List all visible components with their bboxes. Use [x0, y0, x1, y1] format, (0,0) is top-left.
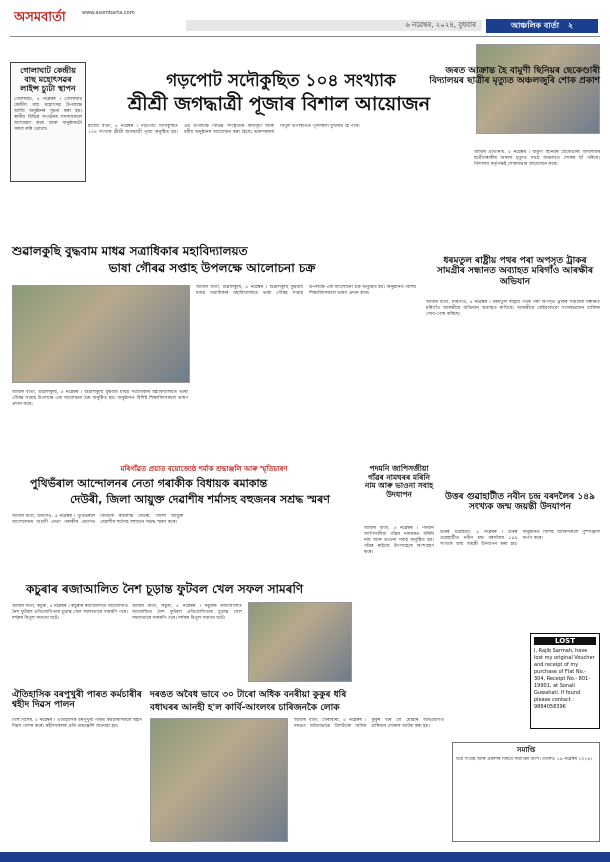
- football-body: আমাৰ বাৰ্তা, কচুৰা, ৫ নৱেম্বৰ । কচুৰাৰ ৰজাআলিত আয়োজিত নৈশ ফুটবল প্ৰতিযোগিতাৰ চূড়ান্ত খেল সফলতাৰে সামৰণি পৰে। দৰ্শকৰ বিপুল সমাগম ঘটে।: [12, 604, 128, 621]
- lost-notice: [530, 633, 600, 729]
- guwahati-body: উত্তৰ গুৱাহাটী, ৫ নৱেম্বৰ । উত্তৰ গুৱাহাটীত নবীন চন্দ্ৰ বৰদলৈৰ ১৪৯ সংখ্যক জন্ম জয়ন্তী উদযাপন কৰা হয়। অনুষ্ঠানত বিশিষ্ট ব্যক্তিসকলে পুষ্পাঞ্জলি অৰ্পণ কৰে।: [440, 530, 600, 547]
- website-text: www.asombarta.com: [82, 10, 135, 16]
- dogs-headline-line1: দৰঙত অবৈধ ভাবে ৩০ টাৰো অধিক বনৰীয়া কুকুৰ ধৰি: [150, 690, 347, 700]
- section-label: [486, 19, 598, 33]
- padmani-body: আমাৰ বাৰ্তা, ৫ নৱেম্বৰ । পদমনি জাপিসজীয়া গাঁৱৰ নামঘৰত মৰিনি নাম আৰু ভাওনা সবাহ অনুষ্ঠিত হয়। গাঁৱৰ ৰাইজে উৎসাহেৰে অংশগ্ৰহণ কৰে।: [364, 526, 434, 555]
- student-photo: [476, 44, 600, 134]
- student-news-headline: জৰত আক্ৰান্ত হৈ বামুণী ছিনিয়ৰ ছেকেণ্ডাৰী বিদ্যালয়ৰ ছাত্ৰীৰ মৃত্যুত অঞ্চলজুৰি শোক প্ৰকাশ: [429, 66, 600, 87]
- college-headline-line2: ভাষা গৌৰৱ সপ্তাহ উপলক্ষে আলোচনা চক্ৰ: [108, 261, 316, 275]
- masthead-logo: অসমবাৰ্তা: [14, 10, 66, 25]
- side-news-box: [10, 62, 86, 182]
- page-header: [0, 0, 610, 36]
- footer-bar: [0, 852, 610, 862]
- college-headline-line1: শুৱালকুছি বুদ্ধবাম মাধৱ সত্ৰাধিকাৰ মহাবিদ্যালয়ত: [12, 244, 248, 258]
- bottom-right-body: চিত্ৰ সংগ্ৰহ আৰু প্ৰকাশৰ বিষয়ে সমাপ্তিৰ অংশ। তাৰিখ: ১৯ নৱেম্বৰ ২০২৪।: [456, 757, 592, 763]
- college-body-a: আমাৰ বাৰ্তা, শুৱালকুছি, ৫ নৱেম্বৰ । শুৱালকুছি বুদ্ধবাম মাধৱ সত্ৰাধিকাৰ মহাবিদ্যালয়ত ভাষা গৌৰৱ সপ্তাহ উপলক্ষে এক আলোচনা চক্ৰ অনুষ্ঠিত হয়। অনুষ্ঠানত বিশিষ্ট শিক্ষাবিদসকলে ভাষণ প্ৰদান কৰে।: [12, 390, 188, 407]
- campaign-body: আমাৰ বাৰ্তা, মৰিগাঁও, ৫ নৱেম্বৰ । ধৰমতুল ৰাষ্ট্ৰীয় পথৰ পৰা অপসৃত ট্ৰাকৰ সামগ্ৰীৰ সন্ধানত মৰিগাঁও আৰক্ষীয়ে অভিযান অব্যাহত ৰাখিছে। আৰক্ষীয়ে কেইবাজনো সন্দেহভাজন ব্যক্তিক সোধ-পোছ কৰিছে।: [426, 300, 600, 317]
- dogs-photo: [150, 718, 288, 842]
- bottom-right-box: [452, 742, 600, 842]
- campaign-headline: ধৰমতুল ৰাষ্ট্ৰীয় পথৰ পৰা অপসৃত ট্ৰাকৰ সামগ্ৰীৰ সন্ধানত অব্যাহত মৰিগাঁও আৰক্ষীৰ অভিযান: [436, 256, 594, 287]
- dogs-body: আমাৰ বাৰ্তা, খৈৰাবাৰী, ৫ নৱেম্বৰ । দৰঙত অবৈধভাৱে ত্ৰিশটাৰো অধিক কুকুৰ ধৰি লৈ যোৱাৰ অভিযোগত চাৰিজন লোকক আটক কৰা হয়।: [294, 718, 444, 729]
- dogs-headline-line2: বধাঘৰৰ আনহী হ'ল কাৰ্বি-আংলংৰ চাৰিজনকৈ লোক: [150, 703, 340, 713]
- football-headline: কচুৰাৰ ৰজাআলিত নৈশ চূড়ান্ত ফুটবল খেল সফল সামৰণি: [26, 582, 304, 596]
- bottom-right-heading: সমাপ্তি: [516, 746, 536, 754]
- historic-headline: ঐতিহাসিক বৰপুখুৰী পাৰত কৰ্মচাৰীৰ শ্বহীদ দিৱস পালন: [12, 690, 142, 711]
- college-body-b: আমাৰ বাৰ্তা, শুৱালকুছি, ৫ নৱেম্বৰ । শুৱালকুছি বুদ্ধবাম মাধৱ সত্ৰাধিকাৰ মহাবিদ্যালয়ত ভাষা গৌৰৱ সপ্তাহ উপলক্ষে এক আলোচনা চক্ৰ অনুষ্ঠিত হয়। অনুষ্ঠানত বিশিষ্ট শিক্ষাবিদসকলে ভাষণ প্ৰদান কৰে।: [196, 285, 416, 296]
- lost-title: LOST: [534, 637, 596, 645]
- lead-body: হাজো বাৰ্তা, ৫ নৱেম্বৰ । গড়পোট সদৌকুছিত ১০৪ সংখ্যক শ্ৰীশ্ৰী জগদ্ধাত্ৰী পূজা অনুষ্ঠিত হয়। এই উপলক্ষে বিভিন্ন সাংস্কৃতিক কাৰ্যসূচী আৰু ধৰ্মীয় অনুষ্ঠানৰ আয়োজন কৰা হৈছে। ভক্তসকলৰ বিপুল উপস্থিতিত পূজাস্থলী মুখৰিত হৈ পৰে।: [88, 124, 360, 135]
- padmani-headline: পদমনি জাপিসজীয়া গাঁৱৰ নামঘৰৰ মৰিনি নাম আৰু ভাওনা সবাহ উদযাপন: [364, 464, 434, 499]
- tribute-headline-line1: পুথিভঁৰাল আন্দোলনৰ নেতা গৰাকীক বিধায়ক ৰমাকান্ত: [30, 477, 268, 490]
- page-number: ২: [567, 21, 574, 30]
- date-line: ৬ নৱেম্বৰ, ২০২৪, বুধবাৰ: [186, 20, 482, 31]
- historic-body: তিহু বিশেষ, ৫ নৱেম্বৰ । ঐতিহাসিক বৰপুখুৰী পাৰত কৰ্মচাৰীসকলে শ্বহীদ দিৱস পালন কৰে। শ্বহীদসকলৰ প্ৰতি শ্ৰদ্ধাঞ্জলি জনোৱা হয়।: [12, 718, 142, 729]
- guwahati-headline: উত্তৰ গুৱাহাটীত নবীন চন্দ্ৰ বৰদলৈৰ ১৪৯ সংখ্যক জন্ম জয়ন্তী উদযাপন: [445, 492, 595, 513]
- student-news-body: আমাৰ প্ৰতিনিধি, ৫ নৱেম্বৰ । বামুণী ছিনিয়ৰ ছেকেণ্ডাৰী বিদ্যালয়ৰ ছাত্ৰীগৰাকীৰ অকাল মৃত্যুত সমগ্ৰ অঞ্চলতে শোকৰ ছাঁ পৰিছে। বিদ্যালয় কৰ্তৃপক্ষই শোকসভাৰ আয়োজন কৰে।: [474, 150, 600, 167]
- lead-headline-line2: শ্ৰীশ্ৰী জগদ্ধাত্ৰী পূজাৰ বিশাল আয়োজন: [127, 93, 431, 115]
- lost-body: I, Rajib Sarmah, have lost my original Voucher and receipt of my purchase of Flat No.- 304, Receipt No.- 801-19901, at Sonali Guwahati. If found please contact : 9864058396: [534, 648, 595, 710]
- section-label-text: আঞ্চলিক বাৰ্তা: [510, 21, 560, 30]
- college-event-photo: [12, 285, 190, 383]
- tribute-kicker: মৰিগাঁৱত প্ৰয়াত বয়োজ্যেষ্ঠ শৰ্মাক শ্ৰদ্ধাঞ্জলি আৰু স্মৃতিচাৰণ: [120, 465, 288, 473]
- tribute-headline-line2: দেউৰী, জিলা আয়ুক্ত দেৱাশীষ শৰ্মাসহ বহুজনৰ সশ্ৰদ্ধ স্মৰণ: [70, 493, 330, 506]
- side-news-headline: গোলাঘাট কেন্দ্ৰীয় বাছ মহোৎসৱৰ লাইন্স চ্যুটা স্থাপন: [20, 66, 76, 94]
- side-news-body: গোলাঘাট, ৫ নৱেম্বৰ । গোলাঘাট কেন্দ্ৰীয় বাছ মহোৎসৱ উপলক্ষে আজি অনুষ্ঠানৰ সূচনা কৰা হয়। স্থানীয় বিভিন্ন সংগঠনৰ সদস্যসকলে অংশগ্ৰহণ কৰে আৰু অনুষ্ঠানটো সফল কৰি তোলে।: [14, 96, 82, 132]
- lead-headline-line1: গড়পোট সদৌকুছিত ১০৪ সংখ্যাক: [166, 71, 396, 91]
- tribute-body: আমাৰ বাৰ্তা, মৰিগাঁও, ৫ নৱেম্বৰ । পুথিভঁৰাল আন্দোলনৰ অগ্ৰণী নেতা গৰাকীৰ প্ৰয়াণত বিধায়ক ৰমাকান্ত দেউৰী, জিলা আয়ুক্ত দেৱাশীষ শৰ্মাসহ বহুজনে সশ্ৰদ্ধ স্মৰণ কৰে।: [12, 514, 184, 525]
- football-body-b: আমাৰ বাৰ্তা, কচুৰা, ৫ নৱেম্বৰ । কচুৰাৰ ৰজাআলিত আয়োজিত নৈশ ফুটবল প্ৰতিযোগিতাৰ চূড়ান্ত খেল সফলতাৰে সামৰণি পৰে। দৰ্শকৰ বিপুল সমাগম ঘটে।: [132, 604, 242, 621]
- header-divider: [10, 36, 600, 37]
- football-photo: [248, 602, 352, 682]
